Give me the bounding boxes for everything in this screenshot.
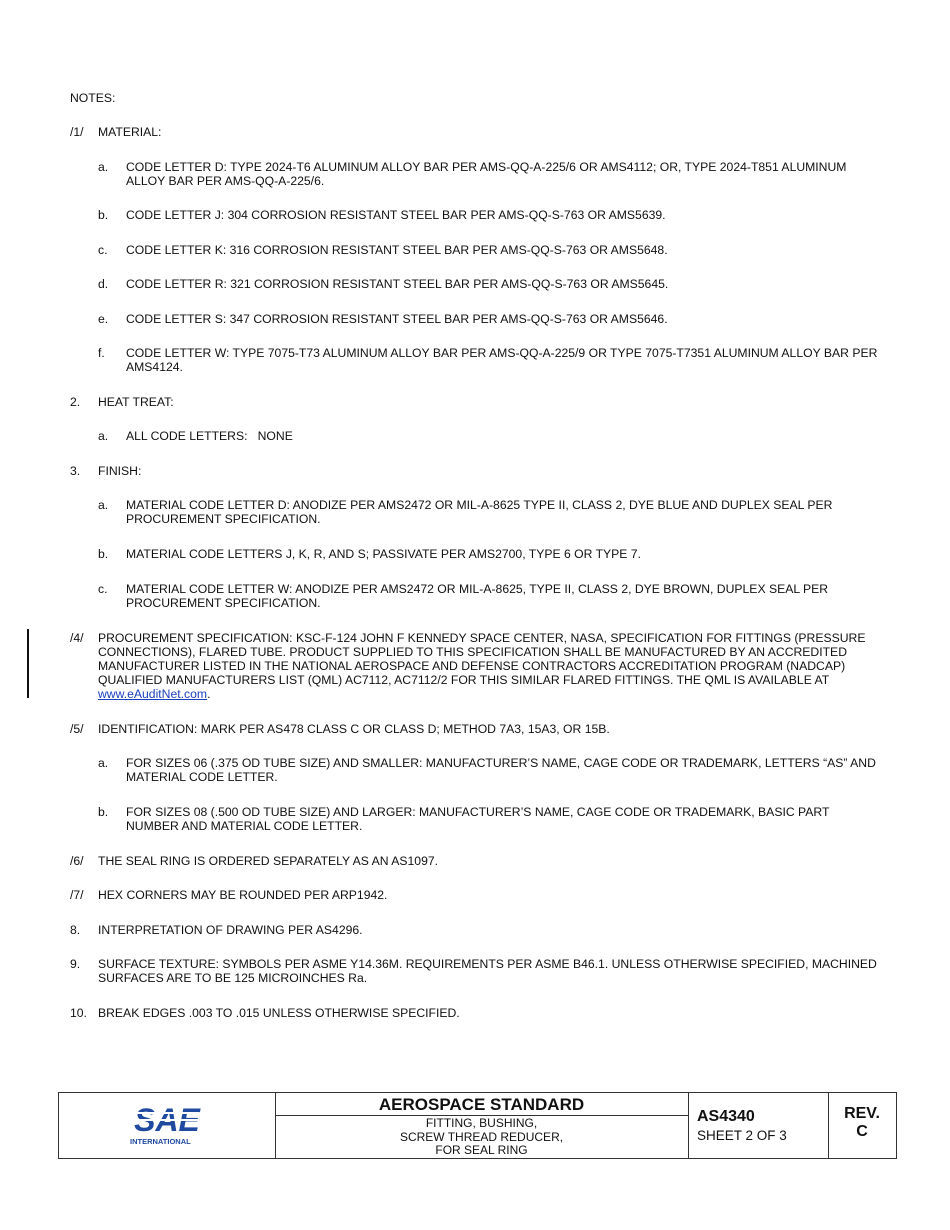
- sub-text: CODE LETTER S: 347 CORROSION RESISTANT STEEL BAR PER AMS-QQ-S-763 OR AMS5646.: [126, 312, 668, 326]
- note-text: IDENTIFICATION: MARK PER AS478 CLASS C OR CLASS D; METHOD 7A3, 15A3, OR 15B.: [98, 722, 610, 736]
- note-1e: [98, 312, 878, 326]
- sheet-number: SHEET 2 OF 3: [697, 1128, 787, 1143]
- document-info: [688, 1093, 829, 1158]
- sub-text: CODE LETTER D: TYPE 2024-T6 ALUMINUM ALLOY BAR PER AMS-QQ-A-225/6 OR AMS4112; OR, TYPE 2024-T851 ALUMINUM ALLOY BAR PER AMS-QQ-A-225/6.: [126, 160, 847, 188]
- note-number: 10.: [70, 1006, 87, 1020]
- note-5: [70, 722, 890, 736]
- note-number: 3.: [70, 464, 81, 478]
- eauditnet-link[interactable]: www.eAuditNet.com: [98, 687, 208, 701]
- note-1c: [98, 243, 878, 257]
- note-4: [70, 631, 890, 701]
- note-10: [70, 1006, 890, 1020]
- note-3: [70, 464, 890, 478]
- note-1d: [98, 277, 878, 291]
- sub-text: FOR SIZES 06 (.375 OD TUBE SIZE) AND SMALLER: MANUFACTURER’S NAME, CAGE CODE OR TRADEMARK, LETTERS “AS” AND MATERIAL CODE LETTER.: [126, 756, 876, 784]
- sub-number: c.: [98, 243, 108, 257]
- sae-logo-letters: SAE: [134, 1103, 200, 1138]
- note-text: MATERIAL:: [98, 125, 162, 139]
- sub-number: a.: [98, 756, 109, 770]
- sub-text: CODE LETTER R: 321 CORROSION RESISTANT STEEL BAR PER AMS-QQ-S-763 OR AMS5645.: [126, 277, 669, 291]
- sub-number: e.: [98, 312, 109, 326]
- sub-text: CODE LETTER K: 316 CORROSION RESISTANT STEEL BAR PER AMS-QQ-S-763 OR AMS5648.: [126, 243, 668, 257]
- sub-text: CODE LETTER W: TYPE 7075-T73 ALUMINUM ALLOY BAR PER AMS-QQ-A-225/9 OR TYPE 7075-T7351 ALUMINUM ALLOY BAR PER AMS4124.: [126, 346, 878, 374]
- sub-text: MATERIAL CODE LETTER D: ANODIZE PER AMS2472 OR MIL-A-8625 TYPE II, CLASS 2, DYE BLUE AND DUPLEX SEAL PER PROCUREMENT SPECIFICATION.: [126, 498, 833, 526]
- title-center: [275, 1093, 689, 1158]
- note-1f: [98, 346, 878, 374]
- part-description: [275, 1116, 688, 1158]
- sub-number: a.: [98, 160, 109, 174]
- sae-logo-subtext: INTERNATIONAL: [130, 1137, 191, 1146]
- sub-text: CODE LETTER J: 304 CORROSION RESISTANT STEEL BAR PER AMS-QQ-S-763 OR AMS5639.: [126, 208, 666, 222]
- sae-logo-icon: [127, 1103, 207, 1147]
- sae-logo: [59, 1093, 276, 1158]
- note-number: /7/: [70, 888, 84, 902]
- note-6: [70, 854, 890, 868]
- sub-number: d.: [98, 277, 109, 291]
- sub-number: a.: [98, 429, 109, 443]
- note-5a: [98, 756, 878, 784]
- note-number: /4/: [70, 631, 84, 645]
- note-2: [70, 395, 890, 409]
- description-line: SCREW THREAD REDUCER,: [399, 1129, 564, 1144]
- description-line: FOR SEAL RING: [435, 1143, 528, 1157]
- note-number: 2.: [70, 395, 81, 409]
- note-text-body: PROCUREMENT SPECIFICATION: KSC-F-124 JOHN F KENNEDY SPACE CENTER, NASA, SPECIFICATION FOR FITTINGS (PRESSURE CONNECTIONS), FLARED TUBE. PRODUCT SUPPLIED TO THIS SPECIFICATION SHALL BE MANUFACTURED BY AN ACCREDITED MANUFACTURER LISTED IN THE NATIONAL AEROSPACE AND DEFENSE CONTRACTORS ACCREDITATION PROGRAM (NADCAP) QUALIFIED MANUFACTURERS LIST (QML) AC7112, AC7112/2 FOR THIS SIMILAR FLARED FITTINGS. THE QML IS AVAILABLE AT: [98, 631, 866, 687]
- note-number: 8.: [70, 923, 81, 937]
- title-block: [58, 1092, 897, 1159]
- note-text: HEAT TREAT:: [98, 395, 174, 409]
- note-1b: [98, 208, 878, 222]
- sub-number: f.: [98, 346, 105, 360]
- note-text: [98, 631, 890, 701]
- note-text: INTERPRETATION OF DRAWING PER AS4296.: [98, 923, 363, 937]
- note-3b: [98, 547, 878, 561]
- sub-number: c.: [98, 582, 108, 596]
- note-7: [70, 888, 890, 902]
- note-text-end: .: [207, 687, 211, 701]
- note-5b: [98, 805, 878, 833]
- sub-text: MATERIAL CODE LETTERS J, K, R, AND S; PASSIVATE PER AMS2700, TYPE 6 OR TYPE 7.: [126, 547, 641, 561]
- note-8: [70, 923, 890, 937]
- note-text: THE SEAL RING IS ORDERED SEPARATELY AS AN AS1097.: [98, 854, 439, 868]
- note-number: 9.: [70, 957, 81, 971]
- sub-text: MATERIAL CODE LETTER W: ANODIZE PER AMS2472 OR MIL-A-8625, TYPE II, CLASS 2, DYE BROWN, DUPLEX SEAL PER PROCUREMENT SPECIFICATION.: [126, 582, 829, 610]
- note-3a: [98, 498, 878, 526]
- note-9: [70, 957, 890, 985]
- note-text: SURFACE TEXTURE: SYMBOLS PER ASME Y14.36M. REQUIREMENTS PER ASME B46.1. UNLESS OTHERWISE SPECIFIED, MACHINED SURFACES ARE TO BE 125 MICROINCHES Ra.: [98, 957, 877, 985]
- notes-title: NOTES:: [70, 91, 116, 105]
- sub-text: FOR SIZES 08 (.500 OD TUBE SIZE) AND LARGER: MANUFACTURER’S NAME, CAGE CODE OR TRADEMARK, BASIC PART NUMBER AND MATERIAL CODE LETTER.: [126, 805, 830, 833]
- revision-box: [828, 1093, 896, 1158]
- note-text: BREAK EDGES .003 TO .015 UNLESS OTHERWISE SPECIFIED.: [98, 1006, 460, 1020]
- note-text: FINISH:: [98, 464, 142, 478]
- description-line: FITTING, BUSHING,: [425, 1116, 538, 1130]
- note-3c: [98, 582, 878, 610]
- note-text: HEX CORNERS MAY BE ROUNDED PER ARP1942.: [98, 888, 388, 902]
- standard-heading: AEROSPACE STANDARD: [275, 1093, 688, 1116]
- note-number: /5/: [70, 722, 84, 736]
- note-2a: [98, 429, 878, 443]
- sub-text: ALL CODE LETTERS: NONE: [126, 429, 293, 443]
- sub-number: b.: [98, 208, 109, 222]
- note-number: /6/: [70, 854, 84, 868]
- sub-number: b.: [98, 805, 109, 819]
- revision-bar: [27, 629, 29, 698]
- revision-label: REV.: [844, 1105, 880, 1122]
- note-number: /1/: [70, 125, 84, 139]
- note-1: [70, 125, 890, 139]
- sub-number: a.: [98, 498, 109, 512]
- note-1a: [98, 160, 878, 188]
- sub-number: b.: [98, 547, 109, 561]
- revision-value: C: [856, 1123, 868, 1140]
- document-number: AS4340: [697, 1108, 755, 1125]
